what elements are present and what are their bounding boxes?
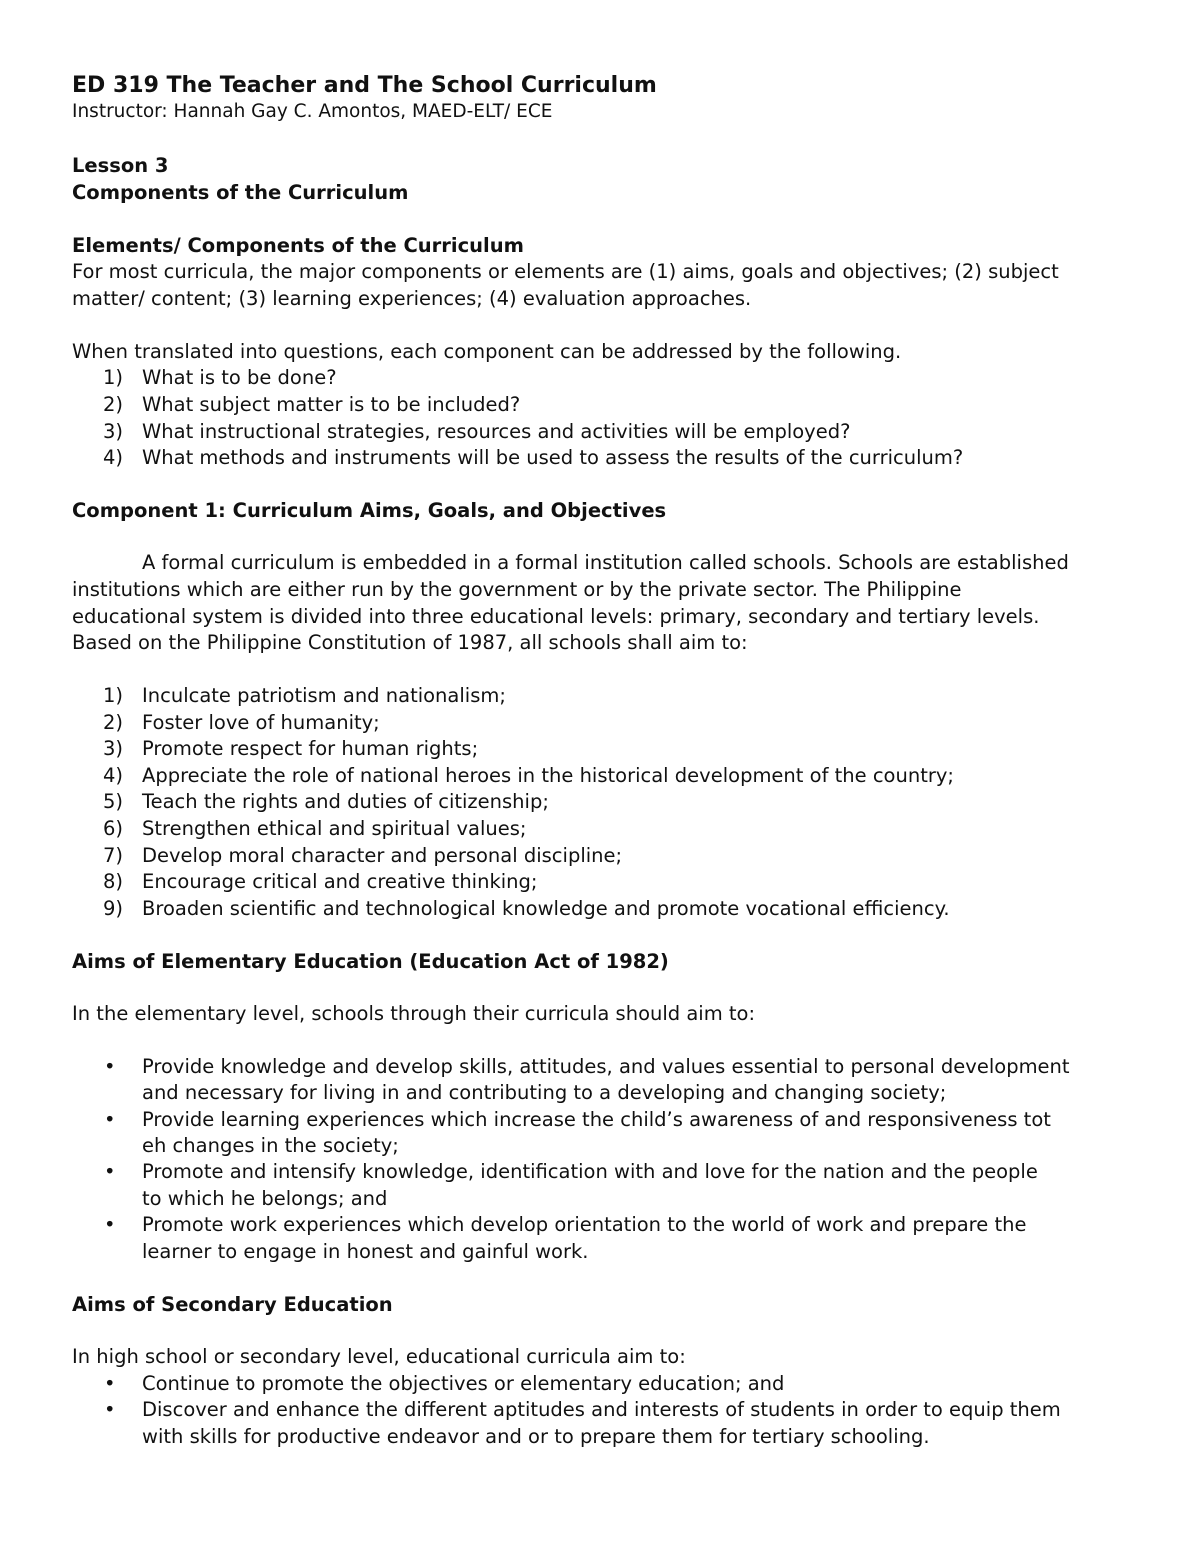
list-item: Promote work experiences which develop orientation to the world of work and prepare the	[142, 1213, 1027, 1236]
list-item: Inculcate patriotism and nationalism;	[142, 684, 506, 707]
list-number: 3)	[103, 737, 124, 760]
list-number: 4)	[103, 764, 124, 787]
list-item: Encourage critical and creative thinking;	[142, 870, 538, 893]
list-number: 9)	[103, 897, 124, 920]
secondary-intro: In high school or secondary level, educational curricula aim to:	[72, 1345, 686, 1368]
bullet-icon: •	[104, 1398, 116, 1421]
elementary-intro: In the elementary level, schools through their curricula should aim to:	[72, 1002, 756, 1025]
secondary-heading: Aims of Secondary Education	[72, 1293, 393, 1316]
list-number: 8)	[103, 870, 124, 893]
bullet-icon: •	[104, 1160, 116, 1183]
list-item: What methods and instruments will be used to assess the results of the curriculum?	[142, 446, 964, 469]
elementary-heading: Aims of Elementary Education (Education Act of 1982)	[72, 950, 669, 973]
list-item: What is to be done?	[142, 366, 337, 389]
list-item: Foster love of humanity;	[142, 711, 380, 734]
list-number: 4)	[103, 446, 124, 469]
elements-para-line: matter/ content; (3) learning experiences; (4) evaluation approaches.	[72, 287, 752, 310]
list-number: 1)	[103, 366, 124, 389]
bullet-icon: •	[104, 1055, 116, 1078]
bullet-icon: •	[104, 1108, 116, 1131]
lesson-title: Components of the Curriculum	[72, 181, 409, 204]
component1-para-line: educational system is divided into three educational levels: primary, secondary and tertiary levels.	[72, 605, 1040, 628]
list-item: Continue to promote the objectives or elementary education; and	[142, 1372, 785, 1395]
list-item-continued: to which he belongs; and	[142, 1187, 388, 1210]
lesson-number: Lesson 3	[72, 154, 169, 177]
list-number: 6)	[103, 817, 124, 840]
component1-heading: Component 1: Curriculum Aims, Goals, and Objectives	[72, 499, 667, 522]
questions-intro: When translated into questions, each component can be addressed by the following.	[72, 340, 902, 363]
component1-para-line: A formal curriculum is embedded in a formal institution called schools. Schools are established	[142, 551, 1069, 574]
list-number: 3)	[103, 420, 124, 443]
course-title: ED 319 The Teacher and The School Curriculum	[72, 73, 657, 98]
list-item: Appreciate the role of national heroes in the historical development of the country;	[142, 764, 954, 787]
list-item: Broaden scientific and technological knowledge and promote vocational efficiency.	[142, 897, 950, 920]
bullet-icon: •	[104, 1372, 116, 1395]
list-item: Discover and enhance the different aptitudes and interests of students in order to equip them	[142, 1398, 1061, 1421]
list-item-continued: learner to engage in honest and gainful work.	[142, 1240, 589, 1263]
list-item: Promote respect for human rights;	[142, 737, 479, 760]
list-number: 1)	[103, 684, 124, 707]
elements-heading: Elements/ Components of the Curriculum	[72, 234, 524, 257]
list-item: Provide knowledge and develop skills, attitudes, and values essential to personal development	[142, 1055, 1070, 1078]
list-item-continued: and necessary for living in and contributing to a developing and changing society;	[142, 1081, 947, 1104]
elements-para-line: For most curricula, the major components or elements are (1) aims, goals and objectives; (2) subject	[72, 260, 1059, 283]
list-item: Teach the rights and duties of citizenship;	[142, 790, 549, 813]
list-item: Strengthen ethical and spiritual values;	[142, 817, 527, 840]
list-item: Develop moral character and personal discipline;	[142, 844, 623, 867]
list-item: What subject matter is to be included?	[142, 393, 521, 416]
list-number: 2)	[103, 711, 124, 734]
list-number: 7)	[103, 844, 124, 867]
list-item: Promote and intensify knowledge, identification with and love for the nation and the people	[142, 1160, 1038, 1183]
list-item: What instructional strategies, resources and activities will be employed?	[142, 420, 851, 443]
list-number: 5)	[103, 790, 124, 813]
list-item: Provide learning experiences which increase the child’s awareness of and responsiveness tot	[142, 1108, 1051, 1131]
component1-para-line: Based on the Philippine Constitution of 1987, all schools shall aim to:	[72, 631, 748, 654]
list-item-continued: with skills for productive endeavor and or to prepare them for tertiary schooling.	[142, 1425, 930, 1448]
bullet-icon: •	[104, 1213, 116, 1236]
list-number: 2)	[103, 393, 124, 416]
instructor-line: Instructor: Hannah Gay C. Amontos, MAED-ELT/ ECE	[72, 101, 553, 122]
component1-para-line: institutions which are either run by the government or by the private sector. The Philippine	[72, 578, 962, 601]
list-item-continued: eh changes in the society;	[142, 1134, 399, 1157]
